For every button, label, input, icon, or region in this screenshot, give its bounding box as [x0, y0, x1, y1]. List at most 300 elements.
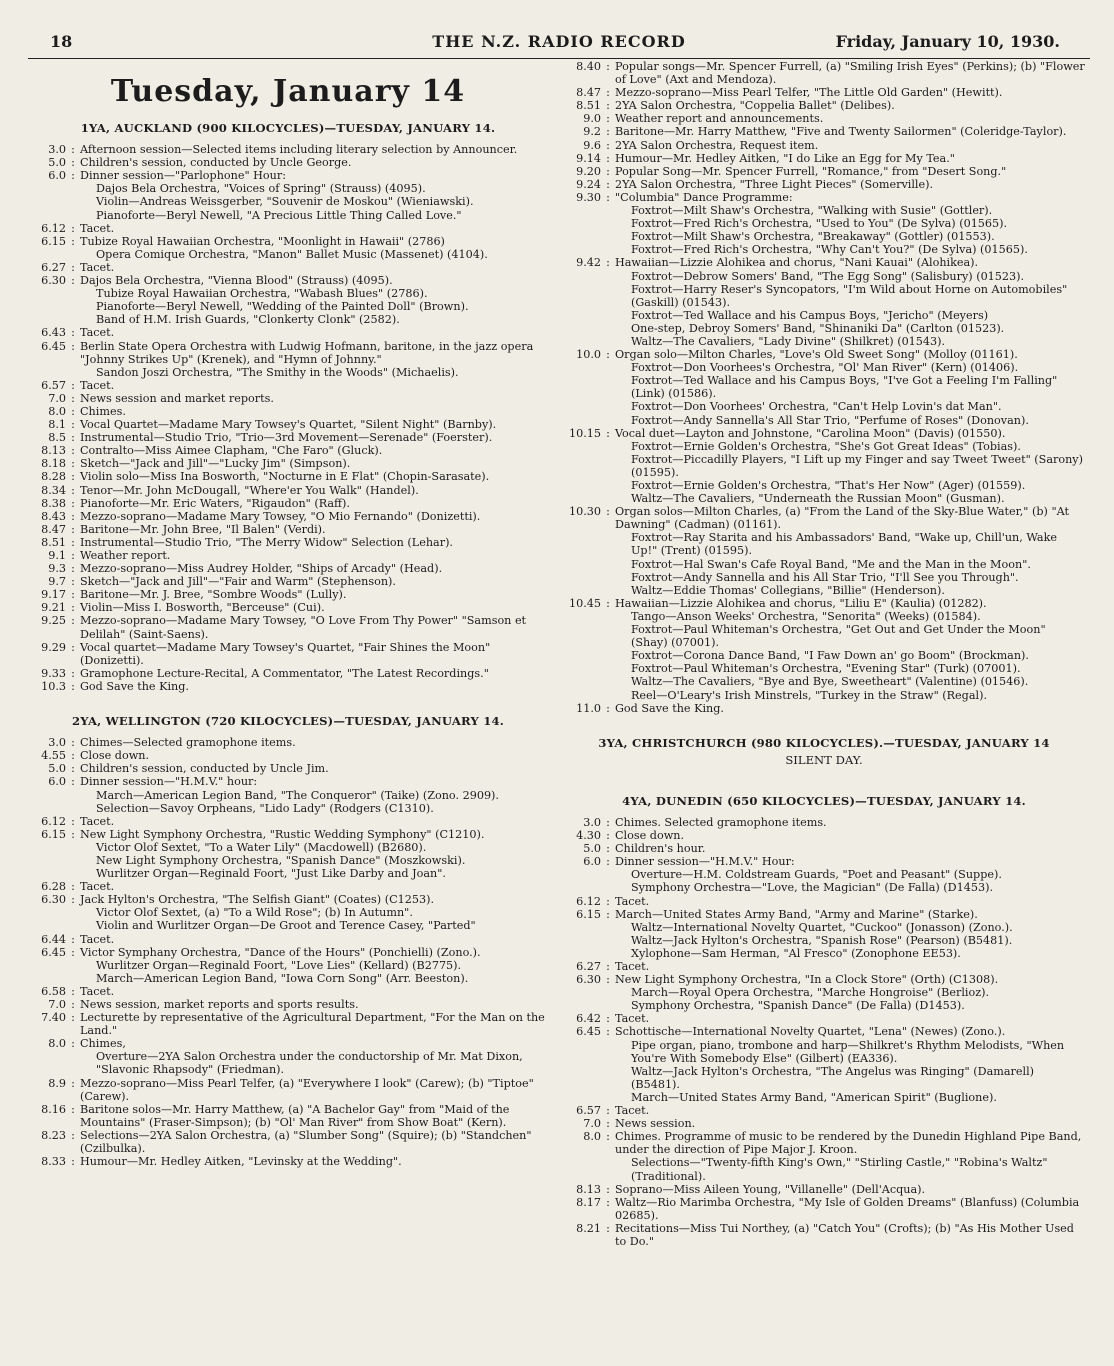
programme-entry: [28, 775, 548, 814]
entry-time: 8.0: [48, 1037, 66, 1051]
programme-entry: [28, 326, 548, 339]
entry-time: 10.15: [568, 426, 601, 440]
entry-line: Chimes. Programme of music to be rendered by the Dunedin Highland Pipe Band, under the direction of Pipe Major J. Kroon.: [615, 1130, 1082, 1157]
entry-time: 9.0: [583, 112, 601, 126]
time-separator: :: [606, 596, 610, 610]
entry-line: Foxtrot—Ernie Golden's Orchestra, "That's Her Now" (Ager) (01559).: [631, 479, 1026, 492]
entry-time: 6.15: [576, 907, 601, 921]
entry-description: [80, 418, 548, 431]
entry-description: [615, 99, 1085, 112]
entry-line: Children's session, conducted by Uncle George.: [80, 156, 352, 170]
entry-line: Symphony Orchestra, "Spanish Dance" (De Falla) (D1453).: [631, 999, 965, 1013]
time-separator: :: [606, 125, 610, 139]
entry-line: Dajos Bela Orchestra, "Voices of Spring" (Strauss) (4095).: [96, 182, 426, 196]
entry-time: 8.34: [41, 483, 66, 497]
time-separator: :: [71, 932, 75, 946]
station-heading: 3YA, CHRISTCHURCH (980 KILOCYCLES).—TUESDAY, JANUARY 14: [598, 735, 1050, 750]
entry-line: Children's session, conducted by Uncle Jim.: [80, 762, 329, 776]
entry-line: Foxtrot—Ted Wallace and his Campus Boys, "I've Got a Feeling I'm Falling" (Link) (01586).: [631, 374, 1058, 401]
programme-entry: [28, 431, 548, 444]
programme-entry: [28, 405, 548, 418]
entry-line: Tenor—Mr. John McDougall, "Where'er You Walk" (Handel).: [80, 483, 419, 497]
entry-description: [80, 169, 548, 221]
programme-entry: [28, 946, 548, 985]
time-separator: :: [606, 829, 610, 843]
entry-line: Popular songs—Mr. Spencer Furrell, (a) "Smiling Irish Eyes" (Perkins); (b) "Flower of Love" (Axt and Mendoza).: [615, 60, 1085, 87]
programme-entry: [563, 191, 1085, 256]
entry-line: Foxtrot—Don Voorhees' Orchestra, "Can't Help Lovin's dat Man".: [631, 400, 1002, 414]
entry-line: Gramophone Lecture-Recital, A Commentator, "The Latest Recordings.": [80, 666, 489, 680]
entry-line: Baritone—Mr. Harry Matthew, "Five and Twenty Sailormen" (Coleridge-Taylor).: [615, 125, 1067, 139]
programme-entry: [28, 601, 548, 614]
entry-line: Waltz—The Cavaliers, "Underneath the Russian Moon" (Gusman).: [631, 492, 1005, 506]
entry-line: Mezzo-soprano—Madame Mary Towsey, "O Love From Thy Power" "Samson et Delilah" (Saint-Saens).: [80, 614, 527, 641]
entry-time: 6.45: [41, 945, 66, 959]
entry-time: 6.15: [41, 234, 66, 248]
entry-line: Baritone solos—Mr. Harry Matthew, (a) "A Bachelor Gay" from "Maid of the Mountains" (Fraser-Simpson); (b) "Ol' Man River" from Show Boat" (Kern).: [80, 1102, 510, 1129]
entry-line: Opera Comique Orchestra, "Manon" Ballet Music (Massenet) (4104).: [96, 247, 488, 261]
entry-description: [80, 523, 548, 536]
entry-line: Baritone—Mr. John Bree, "Il Balen" (Verdi).: [80, 522, 326, 536]
entry-time: 8.51: [41, 535, 66, 549]
entry-time: 9.21: [41, 601, 66, 615]
time-separator: :: [71, 827, 75, 841]
programme-entry: [28, 470, 548, 483]
entry-line: Schottische—International Novelty Quartet, "Lena" (Newes) (Zono.).: [615, 1025, 1006, 1039]
time-separator: :: [71, 339, 75, 353]
time-separator: :: [71, 143, 75, 157]
time-separator: :: [71, 601, 75, 615]
entry-time: 6.0: [48, 169, 66, 183]
entry-line: Tacet.: [80, 326, 115, 340]
entry-time: 10.30: [568, 505, 601, 519]
entry-time: 6.0: [583, 855, 601, 869]
programme-entry: [28, 1077, 548, 1103]
entry-time: 9.14: [576, 151, 601, 165]
entry-line: Victor Symphany Orchestra, "Dance of the Hours" (Ponchielli) (Zono.).: [80, 945, 481, 959]
entry-description: [80, 549, 548, 562]
entry-description: [80, 815, 548, 828]
time-separator: :: [71, 496, 75, 510]
entry-line: March—American Legion Band, "The Conqueror" (Taike) (Zono. 2909).: [96, 788, 499, 802]
entry-line: Tacet.: [615, 960, 650, 973]
entry-line: Tango—Anson Weeks' Orchestra, "Senorita" (Weeks) (01584).: [631, 609, 981, 623]
entry-time: 9.6: [583, 138, 601, 152]
time-separator: :: [71, 893, 75, 907]
entry-time: 10.45: [568, 596, 601, 610]
entry-line: Children's hour.: [615, 842, 706, 856]
entry-line: Foxtrot—Harry Reser's Syncopators, "I'm Wild about Horne on Automobiles" (Gaskill) (01543).: [631, 282, 1068, 309]
programme-entry: [28, 1011, 548, 1037]
entry-line: Jack Hylton's Orchestra, "The Selfish Giant" (Coates) (C1253).: [80, 893, 435, 907]
time-separator: :: [71, 483, 75, 497]
entry-time: 6.43: [41, 326, 66, 340]
time-separator: :: [71, 998, 75, 1011]
time-separator: :: [606, 1104, 610, 1118]
time-separator: :: [606, 177, 610, 191]
time-separator: :: [606, 815, 610, 829]
entry-line: Violin—Andreas Weissgerber, "Souvenir de Moskou" (Wieniawski).: [96, 195, 474, 209]
entry-time: 8.0: [583, 1130, 601, 1144]
entry-line: Tacet.: [80, 260, 115, 274]
entry-description: [80, 998, 548, 1011]
entry-description: [80, 641, 548, 667]
entry-line: Baritone—Mr. J. Bree, "Sombre Woods" (Lully).: [80, 588, 347, 602]
entry-description: [615, 960, 1085, 973]
programme-entry: [28, 749, 548, 762]
entry-description: [80, 470, 548, 483]
entry-time: 8.38: [41, 496, 66, 510]
time-separator: :: [71, 404, 75, 418]
entry-line: Band of H.M. Irish Guards, "Clonkerty Clonk" (2582).: [96, 313, 400, 327]
entry-line: Selections—2YA Salon Orchestra, (a) "Slumber Song" (Squire); (b) "Standchen" (Czilbulka).: [80, 1128, 532, 1156]
entry-description: [80, 1129, 548, 1155]
entry-line: Foxtrot—Fred Rich's Orchestra, "Used to You" (De Sylva) (01565).: [631, 217, 1008, 231]
time-separator: :: [606, 256, 610, 270]
entry-line: Foxtrot—Andy Sannella's All Star Trio, "Perfume of Roses" (Donovan).: [631, 413, 1029, 427]
time-separator: :: [71, 984, 75, 998]
entry-line: Pianoforte—Beryl Newell, "Wedding of the Painted Doll" (Brown).: [96, 300, 469, 314]
entry-line: 2YA Salon Orchestra, "Coppelia Ballet" (Delibes).: [615, 99, 895, 113]
entry-line: Foxtrot—Andy Sannella and his All Star Trio, "I'll See you Through".: [631, 570, 1019, 584]
entry-line: March—American Legion Band, "Iowa Corn Song" (Arr. Beeston).: [96, 971, 469, 985]
entry-time: 8.23: [41, 1128, 66, 1142]
entry-line: Recitations—Miss Tui Northey, (a) "Catch You" (Crofts); (b) "As His Mother Used to Do.": [615, 1221, 1074, 1248]
time-separator: :: [71, 1102, 75, 1116]
entry-line: One-step, Debroy Somers' Band, "Shinaniki Da" (Carlton (01523).: [631, 321, 1005, 335]
entry-description: [80, 274, 548, 326]
programme-entry: [563, 960, 1085, 973]
time-separator: :: [71, 749, 75, 763]
time-separator: :: [71, 234, 75, 248]
station-heading: 4YA, DUNEDIN (650 KILOCYCLES)—TUESDAY, JANUARY 14.: [622, 793, 1026, 808]
entry-line: Waltz—The Cavaliers, "Bye and Bye, Sweetheart" (Valentine) (01546).: [631, 675, 1029, 689]
time-separator: :: [606, 1025, 610, 1039]
time-separator: :: [71, 880, 75, 894]
time-separator: :: [606, 190, 610, 204]
entry-time: 9.30: [576, 190, 601, 204]
programme-entry: [28, 523, 548, 536]
entry-description: [615, 112, 1085, 125]
entry-time: 6.27: [576, 960, 601, 973]
time-separator: :: [71, 666, 75, 680]
programme-entry: [563, 1025, 1085, 1104]
entry-time: 8.51: [576, 99, 601, 113]
issue-date: Friday, January 10, 1930.: [835, 32, 1060, 51]
entry-line: News session.: [615, 1117, 696, 1131]
programme-entry: [28, 392, 548, 405]
entry-line: Tubize Royal Hawaiian Orchestra, "Moonlight in Hawaii" (2786): [80, 234, 445, 248]
entry-description: [615, 908, 1085, 960]
entry-line: News session and market reports.: [80, 391, 274, 405]
entry-time: 8.16: [41, 1102, 66, 1116]
entry-line: Dinner session—"Parlophone" Hour:: [80, 169, 286, 183]
entry-line: Wurlitzer Organ—Reginald Foort, "Love Lies" (Kellard) (B2775).: [96, 958, 462, 972]
programme-entry: [28, 261, 548, 274]
entry-description: [80, 946, 548, 985]
section-gap: [563, 715, 1085, 729]
entry-description: [80, 340, 548, 379]
entry-time: 8.47: [41, 522, 66, 536]
programme-entry: [28, 340, 548, 379]
entry-line: Pipe organ, piano, trombone and harp—Shilkret's Rhythm Melodists, "When You're With Somebody Else" (Gilbert) (EA336).: [631, 1038, 1065, 1065]
programme-entry: [28, 156, 548, 169]
time-separator: :: [71, 1011, 75, 1025]
entry-time: 9.2: [583, 125, 601, 139]
time-separator: :: [606, 1117, 610, 1131]
entry-line: God Save the King.: [80, 679, 189, 693]
section-gap: [28, 693, 548, 707]
entry-line: Foxtrot—Ernie Golden's Orchestra, "She's Got Great Ideas" (Tobias).: [631, 439, 1021, 453]
time-separator: :: [71, 588, 75, 602]
programme-entry: [563, 256, 1085, 348]
section-gap: [563, 773, 1085, 787]
time-separator: :: [71, 509, 75, 523]
entry-line: 2YA Salon Orchestra, "Three Light Pieces" (Somerville).: [615, 177, 934, 191]
time-separator: :: [71, 679, 75, 693]
entry-line: March—United States Army Band, "American Spirit" (Buglione).: [631, 1090, 997, 1104]
entry-description: [80, 985, 548, 998]
time-separator: :: [71, 1128, 75, 1142]
time-separator: :: [71, 814, 75, 828]
entry-line: Pianoforte—Beryl Newell, "A Precious Little Thing Called Love.": [96, 208, 462, 222]
entry-description: [615, 1196, 1085, 1222]
time-separator: :: [606, 86, 610, 100]
entry-description: [615, 1104, 1085, 1117]
time-separator: :: [71, 1037, 75, 1051]
entry-description: [615, 895, 1085, 908]
entry-description: [615, 178, 1085, 191]
time-separator: :: [71, 945, 75, 959]
programme-entry: [563, 112, 1085, 125]
entry-line: Waltz—Jack Hylton's Orchestra, "The Angelus was Ringing" (Damarell) (B5481).: [631, 1064, 1035, 1091]
entry-time: 7.0: [583, 1117, 601, 1131]
entry-time: 6.0: [48, 775, 66, 789]
entry-line: Foxtrot—Milt Shaw's Orchestra, "Breakaway" (Gottler) (01553).: [631, 230, 995, 244]
time-separator: :: [71, 535, 75, 549]
entry-description: [80, 484, 548, 497]
left-column: [28, 60, 548, 1168]
time-separator: :: [606, 1221, 610, 1235]
entry-line: Tacet.: [615, 894, 650, 908]
time-separator: :: [606, 1195, 610, 1209]
entry-line: Violin and Wurlitzer Organ—De Groot and Terence Casey, "Parted": [96, 919, 476, 933]
entry-description: [80, 933, 548, 946]
programme-entry: [28, 815, 548, 828]
entry-time: 6.45: [576, 1025, 601, 1039]
entry-description: [615, 256, 1085, 348]
time-separator: :: [606, 99, 610, 113]
entry-time: 6.12: [41, 221, 66, 235]
entry-time: 6.15: [41, 827, 66, 841]
entry-line: Selections—"Twenty-fifth King's Own," "Stirling Castle," "Robina's Waltz" (Traditional).: [631, 1156, 1048, 1183]
entry-time: 3.0: [583, 815, 601, 829]
entry-description: [615, 1117, 1085, 1130]
entry-description: [80, 1103, 548, 1129]
programme-entry: [28, 575, 548, 588]
programme-entry: [28, 1103, 548, 1129]
time-separator: :: [71, 418, 75, 432]
entry-description: [80, 222, 548, 235]
programme-entry: [28, 510, 548, 523]
entry-line: Organ solos—Milton Charles, (a) "From the Land of the Sky-Blue Water," (b) "At Dawning" (Cadman) (01161).: [615, 505, 1069, 532]
entry-time: 5.0: [48, 762, 66, 776]
entry-line: New Light Symphony Orchestra, "In a Clock Store" (Orth) (C1308).: [615, 973, 999, 987]
entry-description: [615, 125, 1085, 138]
time-separator: :: [606, 60, 610, 73]
time-separator: :: [71, 444, 75, 458]
entry-line: Foxtrot—Milt Shaw's Orchestra, "Walking with Susie" (Gottler).: [631, 204, 993, 218]
programme-entry: [28, 880, 548, 893]
entry-description: [615, 427, 1085, 506]
entry-line: 2YA Salon Orchestra, Request item.: [615, 138, 819, 152]
entry-time: 9.1: [48, 549, 66, 562]
entry-description: [80, 510, 548, 523]
entry-line: Vocal duet—Layton and Johnstone, "Carolina Moon" (Davis) (01550).: [615, 426, 1006, 440]
programme-entry: [563, 178, 1085, 191]
time-separator: :: [606, 842, 610, 856]
entry-description: [615, 86, 1085, 99]
time-separator: :: [71, 640, 75, 654]
programme-entry: [563, 908, 1085, 960]
entry-time: 9.33: [41, 666, 66, 680]
entry-line: Berlin State Opera Orchestra with Ludwig Hofmann, baritone, in the jazz opera "Johnny Strikes Up" (Krenek), and "Hymn of Johnny.": [80, 339, 534, 366]
programme-entry: [28, 667, 548, 680]
programme-entry: [563, 60, 1085, 86]
entry-line: Sketch—"Jack and Jill"—"Lucky Jim" (Simpson).: [80, 457, 351, 471]
entry-line: Mezzo-soprano—Miss Pearl Telfer, (a) "Everywhere I look" (Carew); (b) "Tiptoe" (Carew).: [80, 1076, 534, 1103]
entry-description: [615, 829, 1085, 842]
entry-line: Chimes. Selected gramophone items.: [615, 815, 827, 829]
entry-line: "Columbia" Dance Programme:: [615, 190, 793, 204]
entry-line: Victor Olof Sextet, "To a Water Lily" (Macdowell) (B2680).: [96, 840, 427, 854]
entry-description: [80, 828, 548, 880]
entry-time: 8.5: [48, 431, 66, 445]
entry-time: 4.55: [41, 749, 66, 763]
programme-entry: [28, 169, 548, 221]
time-separator: :: [606, 1012, 610, 1026]
right-column: [563, 60, 1085, 1248]
entry-line: Popular Song—Mr. Spencer Furrell, "Romance," from "Desert Song.": [615, 164, 1007, 178]
entry-time: 6.58: [41, 984, 66, 998]
entry-line: Hawaiian—Lizzie Alohikea and chorus, "Liliu E" (Kaulia) (01282).: [615, 596, 987, 610]
entry-time: 8.9: [48, 1076, 66, 1090]
entry-description: [80, 261, 548, 274]
entry-line: Waltz—Rio Marimba Orchestra, "My Isle of Golden Dreams" (Blanfuss) (Columbia 02685).: [615, 1195, 1080, 1222]
entry-description: [80, 379, 548, 392]
entry-time: 6.12: [41, 814, 66, 828]
header-rule: [28, 58, 1090, 59]
entry-description: [80, 880, 548, 893]
programme-entry: [28, 536, 548, 549]
page-header: [28, 32, 1090, 56]
programme-entry: [563, 125, 1085, 138]
programme-entry: [563, 842, 1085, 855]
entry-description: [80, 392, 548, 405]
time-separator: :: [71, 736, 75, 750]
entry-time: 8.43: [41, 509, 66, 523]
entry-line: Contralto—Miss Aimee Clapham, "Che Faro" (Gluck).: [80, 444, 383, 458]
entry-description: [615, 139, 1085, 152]
time-separator: :: [71, 326, 75, 340]
entry-description: [615, 505, 1085, 597]
entry-line: Tacet.: [80, 814, 115, 828]
programme-entry: [563, 152, 1085, 165]
entry-line: Hawaiian—Lizzie Alohikea and chorus, "Nani Kauai" (Alohikea).: [615, 256, 979, 270]
entry-description: [80, 614, 548, 640]
time-separator: :: [71, 1076, 75, 1090]
time-separator: :: [606, 1182, 610, 1196]
entry-time: 6.28: [41, 880, 66, 894]
time-separator: :: [606, 112, 610, 126]
entry-line: Weather report.: [80, 549, 171, 562]
entry-line: Reel—O'Leary's Irish Minstrels, "Turkey in the Straw" (Regal).: [631, 688, 988, 702]
entry-time: 4.30: [576, 829, 601, 843]
entry-time: 6.42: [576, 1012, 601, 1026]
entry-line: Xylophone—Sam Herman, "Al Fresco" (Zonophone EE53).: [631, 946, 961, 960]
programme-entry: [28, 497, 548, 510]
entry-time: 8.28: [41, 470, 66, 484]
time-separator: :: [606, 907, 610, 921]
entry-time: 6.30: [41, 274, 66, 288]
programme-entry: [563, 1012, 1085, 1025]
entry-description: [80, 601, 548, 614]
time-separator: :: [71, 614, 75, 628]
time-separator: :: [71, 221, 75, 235]
entry-line: March—United States Army Band, "Army and Marine" (Starke).: [615, 907, 978, 921]
entry-line: News session, market reports and sports results.: [80, 998, 359, 1011]
entry-line: Foxtrot—Don Voorhees's Orchestra, "Ol' Man River" (Kern) (01406).: [631, 361, 1019, 375]
entry-description: [80, 680, 548, 693]
entry-line: Foxtrot—Fred Rich's Orchestra, "Why Can't You?" (De Sylva) (01565).: [631, 243, 1028, 257]
entry-line: Waltz—International Novelty Quartet, "Cuckoo" (Jonasson) (Zono.).: [631, 920, 1013, 934]
entry-line: Overture—H.M. Coldstream Guards, "Poet and Peasant" (Suppe).: [631, 868, 1002, 882]
entry-description: [615, 1012, 1085, 1025]
entry-description: [80, 775, 548, 814]
entry-line: Foxtrot—Hal Swan's Cafe Royal Band, "Me and the Man in the Moon".: [631, 557, 1031, 571]
entry-time: 8.21: [576, 1221, 601, 1235]
entry-line: New Light Symphony Orchestra, "Rustic Wedding Symphony" (C1210).: [80, 827, 485, 841]
entry-description: [80, 1011, 548, 1037]
entry-time: 8.13: [576, 1182, 601, 1196]
entry-description: [615, 855, 1085, 894]
entry-description: [615, 842, 1085, 855]
time-separator: :: [71, 562, 75, 576]
entry-line: Wurlitzer Organ—Reginald Foort, "Just Like Darby and Joan".: [96, 867, 446, 881]
entry-time: 7.0: [48, 391, 66, 405]
entry-description: [615, 597, 1085, 702]
entry-time: 6.45: [41, 339, 66, 353]
programme-entry: [28, 1155, 548, 1168]
entry-description: [80, 762, 548, 775]
entry-time: 9.7: [48, 575, 66, 589]
time-separator: :: [71, 775, 75, 789]
station-heading: 1YA, AUCKLAND (900 KILOCYCLES)—TUESDAY, JANUARY 14.: [80, 121, 496, 135]
entry-description: [615, 1222, 1085, 1248]
entry-time: 10.0: [576, 348, 601, 362]
entry-time: 9.20: [576, 164, 601, 178]
entry-line: Selection—Savoy Orpheans, "Lido Lady" (Rodgers (C1310).: [96, 801, 434, 815]
entry-line: Dinner session—"H.M.V." hour:: [80, 775, 258, 789]
time-separator: :: [606, 973, 610, 987]
time-separator: :: [71, 391, 75, 405]
entry-line: Overture—2YA Salon Orchestra under the conductorship of Mr. Mat Dixon, "Slavonic Rhapsody" (Friedman).: [96, 1050, 523, 1077]
entry-line: Violin—Miss I. Bosworth, "Berceuse" (Cui).: [80, 601, 325, 615]
programme-entry: [28, 680, 548, 693]
time-separator: :: [606, 1130, 610, 1144]
entry-description: [80, 444, 548, 457]
programme-entry: [563, 829, 1085, 842]
